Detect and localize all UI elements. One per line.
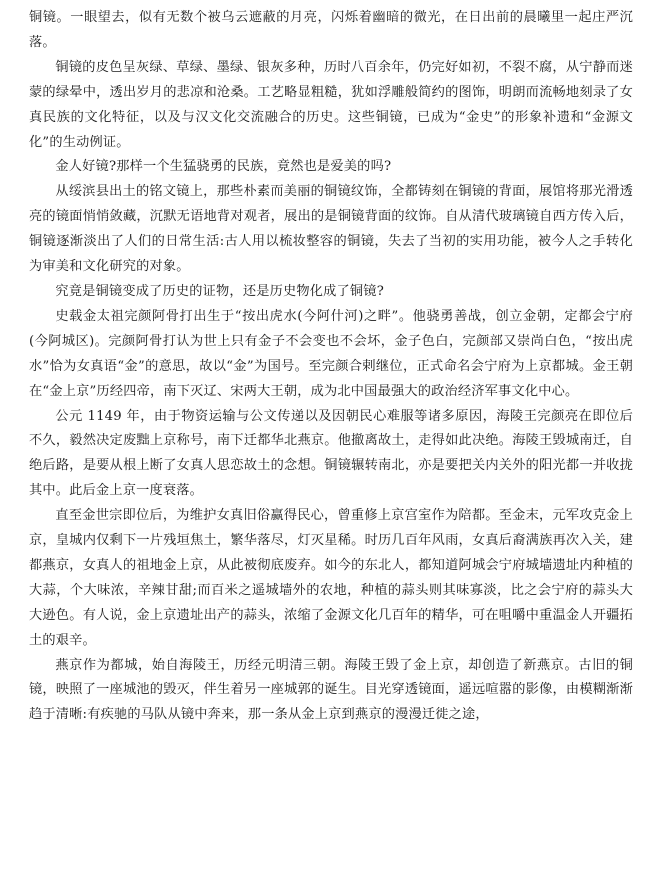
paragraph-9: 燕京作为都城，始自海陵王，历经元明清三朝。海陵王毁了金上京，却创造了新燕京。古旧的铜镜，映照了一座城池的毁灭，伴生着另一座城郭的诞生。目光穿透镜面，遥远喧嚣的影像，由模糊渐渐趋于清晰:有疾驰的马队从镜中奔来，那一条从金上京到燕京的漫漫迁徙之途， — [29, 657, 633, 723]
paragraph-8: 直至金世宗即位后，为维护女真旧俗赢得民心，曾重修上京宫室作为陪都。至金末，元军攻克金上京，皇城内仅剩下一片残垣焦土，繁华落尽，灯灭星稀。时历几百年风雨，女真后裔满族再次入关，建都燕京，女真人的祖地金上京，从此被彻底废弃。如今的东北人，都知道阿城会宁府城墙遗址内种植的大蒜，个大味浓，辛辣甘甜;而百米之遥城墙外的农地，种植的蒜头则其味寡淡，比之会宁府的蒜头大大逊色。有人说，金上京遗址出产的蒜头，浓缩了金源文化几百年的精华，可在咀嚼中重温金人开疆拓土的艰辛。 — [29, 508, 633, 648]
paragraph-5: 究竟是铜镜变成了历史的证物，还是历史物化成了铜镜? — [55, 283, 384, 299]
paragraph-2: 铜镜的皮色呈灰绿、草绿、墨绿、银灰多种，历时八百余年，仍完好如初，不裂不腐，从宁静而迷蒙的绿晕中，透出岁月的悲凉和沧桑。工艺略显粗糙，犹如浮雕般简约的图饰，明朗而流畅地刻录了女真民族的文化特征，以及与汉文化交流融合的历史。这些铜镜，已成为“金史”的形象补遗和“金源文化”的生动例证。 — [29, 59, 633, 150]
document-page — [29, 6, 633, 728]
paragraph-1: 铜镜。一眼望去，似有无数个被乌云遮蔽的月亮，闪烁着幽暗的微光，在日出前的晨曦里一起庄严沉落。 — [29, 10, 633, 50]
paragraph-6: 史载金太祖完颜阿骨打出生于“按出虎水(今阿什河)之畔”。他骁勇善战，创立金朝，定都会宁府(今阿城区)。完颜阿骨打认为世上只有金子不会变也不会坏，金子色白，完颜部又崇尚白色，“按出虎水”恰为女真语“金”的意思，故以“金”为国号。至完颜合剌继位，正式命名会宁府为上京都城。金王朝在“金上京”历经四帝，南下灭辽、宋两大王朝，成为北中国最强大的政治经济军事文化中心。 — [29, 308, 633, 399]
paragraph-7: 公元 1149 年，由于物资运输与公文传递以及因朝民心难服等诸多原因，海陵王完颜亮在即位后不久，毅然决定废黜上京称号，南下迁都华北燕京。他撤离故土，走得如此决绝。海陵王毁城南迁，自绝后路，是要从根上断了女真人思恋故土的念想。铜镜辗转南北，亦是要把关内关外的阳光都一并收拢其中。此后金上京一度衰落。 — [29, 408, 633, 499]
paragraph-3: 金人好镜?那样一个生猛骁勇的民族，竟然也是爱美的吗? — [55, 159, 392, 175]
paragraph-4: 从绥滨县出土的铭文镜上，那些朴素而美丽的铜镜纹饰，全都铸刻在铜镜的背面，展馆将那光滑透亮的镜面悄悄敛藏，沉默无语地背对观者，展出的是铜镜背面的纹饰。自从清代玻璃镜自西方传入后，铜镜逐渐淡出了人们的日常生活:古人用以梳妆整容的铜镜，失去了当初的实用功能，被今人之手转化为审美和文化研究的对象。 — [29, 184, 633, 275]
